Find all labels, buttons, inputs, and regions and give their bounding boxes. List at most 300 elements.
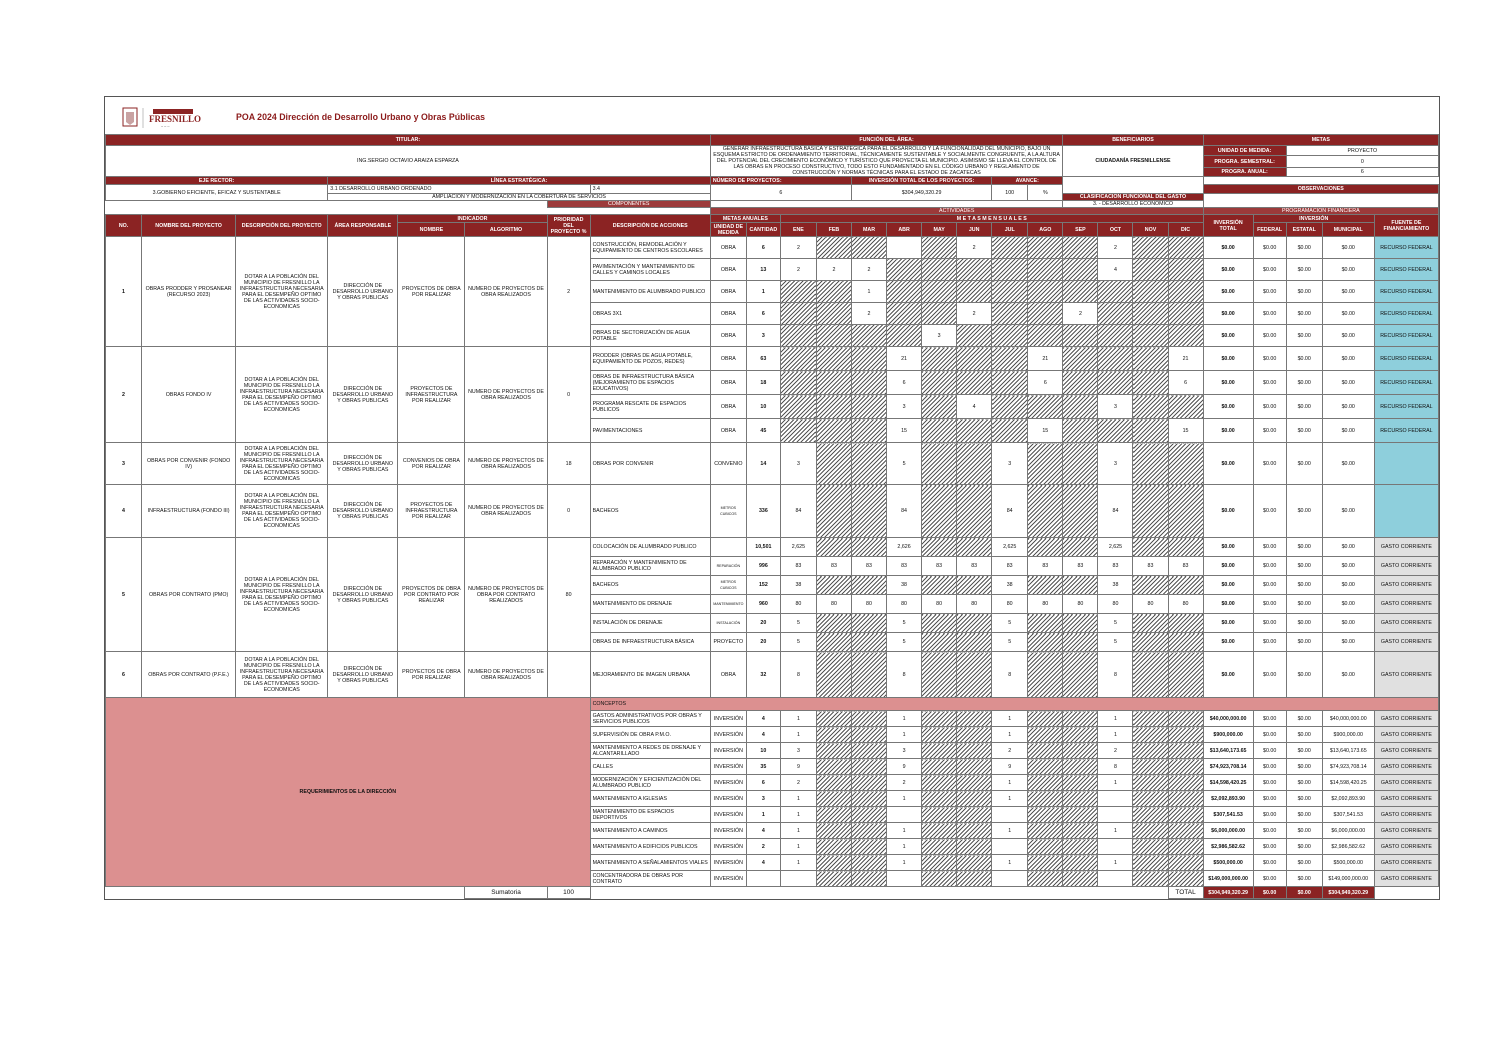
- investment-federal: $0.00: [1253, 576, 1286, 595]
- month-hatch: [851, 325, 886, 347]
- investment-estatal: $0.00: [1286, 652, 1322, 698]
- col-month: OCT: [1098, 223, 1133, 237]
- month-value: 5: [780, 633, 816, 652]
- month-value: 2: [1063, 303, 1098, 325]
- activity-desc: BACHEOS: [590, 485, 710, 538]
- month-hatch: [1133, 325, 1168, 347]
- month-value: [1098, 839, 1133, 855]
- month-hatch: [957, 259, 992, 281]
- project-area: DIRECCIÓN DE DESARROLLO URBANO Y OBRAS PUBLICAS: [328, 538, 398, 652]
- funding-source: GASTO CORRIENTE: [1374, 759, 1438, 775]
- num-proyectos-label: NÚMERO DE PROYECTOS:: [710, 177, 851, 185]
- total-municipal: $304,949,320.29: [1322, 887, 1374, 899]
- month-hatch: [816, 538, 851, 557]
- project-name: OBRAS POR CONTRATO (P.F.E.): [142, 652, 236, 698]
- month-hatch: [1168, 443, 1203, 485]
- concept-quantity: 3: [746, 791, 780, 807]
- col-month: MAY: [922, 223, 957, 237]
- month-hatch: [922, 538, 957, 557]
- month-hatch: [816, 281, 851, 303]
- activity-quantity: 6: [746, 237, 780, 259]
- month-hatch: [1168, 652, 1203, 698]
- month-value: 2: [1098, 237, 1133, 259]
- concept-quantity: 4: [746, 727, 780, 743]
- month-value: 38: [780, 576, 816, 595]
- activity-quantity: 20: [746, 614, 780, 633]
- concept-desc: MANTENIMIENTO DE ESPACIOS DEPORTIVOS: [590, 807, 710, 823]
- indicator-algorithm: NUMERO DE PROYECTOS DE OBRA REALIZADOS: [465, 443, 547, 485]
- funding-source: [1374, 443, 1438, 485]
- month-hatch: [957, 652, 992, 698]
- funding-source: GASTO CORRIENTE: [1374, 727, 1438, 743]
- investment-estatal: $0.00: [1286, 371, 1322, 395]
- project-area: DIRECCIÓN DE DESARROLLO URBANO Y OBRAS PUBLICAS: [328, 237, 398, 347]
- project-desc: DOTAR A LA POBLACIÓN DEL MUNICIPIO DE FRESNILLO LA INFRAESTRUCTURA NECESARIA PARA EL DESEMPEÑO OPTIMO DE LAS ACTIVIDADES SOCIO-ECONOMICAS: [236, 652, 328, 698]
- month-value: 1: [887, 727, 922, 743]
- project-area: DIRECCIÓN DE DESARROLLO URBANO Y OBRAS PUBLICAS: [328, 485, 398, 538]
- month-hatch: [816, 237, 851, 259]
- month-hatch: [1028, 395, 1063, 419]
- col-fuentes: FUENTE DE FINANCIAMIENTO: [1374, 215, 1438, 237]
- month-value: 2: [957, 237, 992, 259]
- month-hatch: [851, 614, 886, 633]
- month-value: 80: [780, 595, 816, 614]
- concept-quantity: [746, 871, 780, 887]
- investment-estatal: $0.00: [1286, 259, 1322, 281]
- month-hatch: [1063, 538, 1098, 557]
- concept-estatal: $0.00: [1286, 823, 1322, 839]
- month-hatch: [851, 371, 886, 395]
- month-value: 5: [1098, 633, 1133, 652]
- inversion-value: $304,949,320.29: [851, 185, 991, 201]
- concept-federal: $0.00: [1253, 839, 1286, 855]
- linea-value: 3.1 DESARROLLO URBANO ORDENADO: [328, 185, 590, 194]
- concept-estatal: $0.00: [1286, 711, 1322, 727]
- col-inversion: INVERSIÓN: [1253, 215, 1374, 223]
- activity-desc: PAVIMENTACIÓN Y MANTENIMIENTO DE CALLES Y CAMINOS LOCALES: [590, 259, 710, 281]
- project-name: OBRAS POR CONVENIR (FONDO IV): [142, 443, 236, 485]
- investment-total: $0.00: [1203, 633, 1253, 652]
- month-hatch: [1168, 485, 1203, 538]
- avance-label: AVANCE:: [992, 177, 1063, 185]
- month-hatch: [1063, 614, 1098, 633]
- project-desc: DOTAR A LA POBLACIÓN DEL MUNICIPIO DE FRESNILLO LA INFRAESTRUCTURA NECESARIA PARA EL DESEMPEÑO OPTIMO DE LAS ACTIVIDADES SOCIO-ECONOMICAS: [236, 443, 328, 485]
- month-value: 6: [1028, 371, 1063, 395]
- month-hatch: [1168, 538, 1203, 557]
- col-month: SEP: [1063, 223, 1098, 237]
- month-hatch: [780, 395, 816, 419]
- month-hatch: [1028, 727, 1063, 743]
- concept-unit: INVERSIÓN: [710, 743, 746, 759]
- investment-estatal: $0.00: [1286, 538, 1322, 557]
- concept-municipal: $40,000,000.00: [1322, 711, 1374, 727]
- month-hatch: [851, 807, 886, 823]
- month-hatch: [851, 538, 886, 557]
- concept-total: $40,000,000.00: [1203, 711, 1253, 727]
- col-month: FEB: [816, 223, 851, 237]
- col-ind-algoritmo: ALGORITMO: [465, 223, 547, 237]
- month-hatch: [1028, 325, 1063, 347]
- month-hatch: [816, 759, 851, 775]
- month-hatch: [992, 419, 1028, 443]
- activity-unit: METROS CUBICOS: [710, 485, 746, 538]
- metas-label: METAS: [1203, 135, 1438, 146]
- month-hatch: [1028, 538, 1063, 557]
- month-value: 80: [816, 595, 851, 614]
- month-hatch: [922, 711, 957, 727]
- activity-quantity: 10: [746, 395, 780, 419]
- month-value: 8: [1098, 759, 1133, 775]
- month-hatch: [851, 775, 886, 791]
- month-hatch: [1063, 871, 1098, 887]
- indicator-algorithm: NUMERO DE PROYECTOS DE OBRA REALIZADOS: [465, 347, 547, 443]
- month-value: 2: [780, 775, 816, 791]
- indicator-name: PROYECTOS DE INFRAESTRUCTURA POR REALIZAR: [398, 485, 465, 538]
- month-hatch: [851, 711, 886, 727]
- month-hatch: [1168, 325, 1203, 347]
- month-hatch: [922, 871, 957, 887]
- investment-total: $0.00: [1203, 576, 1253, 595]
- month-value: 38: [887, 576, 922, 595]
- activity-quantity: 13: [746, 259, 780, 281]
- month-hatch: [1133, 727, 1168, 743]
- month-value: [887, 871, 922, 887]
- month-hatch: [922, 807, 957, 823]
- unidad-label: UNIDAD DE MEDIDA:: [1203, 146, 1286, 156]
- month-value: 2: [780, 237, 816, 259]
- month-value: 4: [1098, 259, 1133, 281]
- funding-source: GASTO CORRIENTE: [1374, 538, 1438, 557]
- project-area: DIRECCIÓN DE DESARROLLO URBANO Y OBRAS PUBLICAS: [328, 347, 398, 443]
- investment-total: $0.00: [1203, 538, 1253, 557]
- concept-quantity: 4: [746, 855, 780, 871]
- project-no: 2: [106, 347, 142, 443]
- month-value: 5: [780, 614, 816, 633]
- funding-source: GASTO CORRIENTE: [1374, 652, 1438, 698]
- month-hatch: [1063, 743, 1098, 759]
- month-hatch: [1028, 871, 1063, 887]
- month-value: [887, 237, 922, 259]
- month-hatch: [1168, 259, 1203, 281]
- titular-label: TITULAR:: [106, 135, 711, 146]
- linea-num: 3.4: [590, 185, 710, 194]
- funding-source: GASTO CORRIENTE: [1374, 839, 1438, 855]
- month-hatch: [1133, 576, 1168, 595]
- project-desc: DOTAR A LA POBLACIÓN DEL MUNICIPIO DE FRESNILLO LA INFRAESTRUCTURA NECESARIA PARA EL DESEMPEÑO OPTIMO DE LAS ACTIVIDADES SOCIO-ECONOMICAS: [236, 347, 328, 443]
- month-hatch: [992, 237, 1028, 259]
- month-hatch: [816, 347, 851, 371]
- blank: [106, 201, 548, 208]
- month-value: 8: [887, 652, 922, 698]
- concept-quantity: 1: [746, 807, 780, 823]
- funcion-value: GENERAR INFRAESTRUCTURA BÁSICA Y ESTRATÉGICA PARA EL DESARROLLO Y LA FUNCIONALIDAD DEL MUNICIPIO, BAJO UN ESQUEMA ESTRICTO DE ORDENAMIENTO TERRITORIAL, TÉCNICAMENTE SUSTENTABLE Y SOCIALMENTE CONGRUENTE, A LA ALTURA DEL POTENCIAL DEL CRECIMIENTO ECONÓMICO Y TURÍSTICO QUE PROYECTA EL MUNICIPIO. ASIMISMO SE LLEVA EL CONTROL DE LAS OBRAS EN PROCESO CONSTRUCTIVO, TODO ESTO FUNDAMENTADO EN EL CÓDIGO URBANO Y REGLAMENTO DE CONSTRUCCIÓN Y NORMAS TÉCNICAS PARA EL ESTADO DE ZACATECAS: [710, 146, 1063, 177]
- month-hatch: [851, 839, 886, 855]
- investment-federal: $0.00: [1253, 443, 1286, 485]
- unidad-value: PROYECTO: [1286, 146, 1438, 156]
- month-hatch: [1063, 237, 1098, 259]
- activity-unit: OBRA: [710, 652, 746, 698]
- month-hatch: [1028, 791, 1063, 807]
- investment-estatal: $0.00: [1286, 419, 1322, 443]
- svg-text:FRESNILLO: FRESNILLO: [149, 114, 202, 124]
- concept-total: $2,092,893.90: [1203, 791, 1253, 807]
- project-name: INFRAESTRUCTURA (FONDO III): [142, 485, 236, 538]
- month-value: 80: [1063, 595, 1098, 614]
- project-priority: 80: [547, 538, 590, 652]
- investment-federal: $0.00: [1253, 347, 1286, 371]
- total-value: $304,949,320.29: [1203, 887, 1253, 899]
- month-hatch: [1168, 855, 1203, 871]
- concept-total: $900,000.00: [1203, 727, 1253, 743]
- month-hatch: [1028, 303, 1063, 325]
- month-hatch: [1063, 576, 1098, 595]
- investment-federal: $0.00: [1253, 395, 1286, 419]
- clasif-label: CLASIFICACIÓN FUNCIONAL DEL GASTO: [1063, 194, 1203, 201]
- month-value: 3: [780, 743, 816, 759]
- concept-desc: MANTENIMIENTO A SEÑALAMIENTOS VIALES: [590, 855, 710, 871]
- componentes-label: COMPONENTES: [547, 201, 710, 208]
- month-value: 1: [780, 791, 816, 807]
- investment-municipal: $0.00: [1322, 633, 1374, 652]
- investment-federal: $0.00: [1253, 303, 1286, 325]
- month-hatch: [922, 347, 957, 371]
- month-hatch: [957, 807, 992, 823]
- investment-municipal: $0.00: [1322, 237, 1374, 259]
- month-hatch: [1168, 839, 1203, 855]
- funding-source: GASTO CORRIENTE: [1374, 711, 1438, 727]
- month-value: 1: [851, 281, 886, 303]
- month-hatch: [816, 485, 851, 538]
- month-hatch: [816, 807, 851, 823]
- month-value: 2,625: [1098, 538, 1133, 557]
- month-hatch: [1063, 839, 1098, 855]
- col-cantidad: CANTIDAD: [746, 223, 780, 237]
- month-hatch: [1133, 485, 1168, 538]
- month-hatch: [1063, 419, 1098, 443]
- col-month: JUN: [957, 223, 992, 237]
- requerimientos-label: REQUERIMIENTOS DE LA DIRECCIÓN: [106, 698, 591, 887]
- month-hatch: [957, 576, 992, 595]
- month-value: [887, 807, 922, 823]
- month-hatch: [816, 839, 851, 855]
- investment-federal: $0.00: [1253, 595, 1286, 614]
- col-descripcion: DESCRIPCIÓN DEL PROYECTO: [236, 215, 328, 237]
- month-value: 5: [887, 633, 922, 652]
- concept-federal: $0.00: [1253, 759, 1286, 775]
- month-hatch: [780, 419, 816, 443]
- investment-federal: $0.00: [1253, 259, 1286, 281]
- month-hatch: [1133, 347, 1168, 371]
- month-hatch: [851, 237, 886, 259]
- month-hatch: [1168, 823, 1203, 839]
- month-hatch: [1168, 395, 1203, 419]
- month-hatch: [1133, 775, 1168, 791]
- month-hatch: [1133, 823, 1168, 839]
- month-value: 1: [992, 775, 1028, 791]
- project-no: 4: [106, 485, 142, 538]
- indicator-name: PROYECTOS DE OBRA POR CONTRATO POR REALIZAR: [398, 538, 465, 652]
- investment-federal: $0.00: [1253, 557, 1286, 576]
- concept-desc: MANTENIMIENTO A EDIFICIOS PUBLICOS: [590, 839, 710, 855]
- month-hatch: [1028, 807, 1063, 823]
- month-hatch: [957, 281, 992, 303]
- month-hatch: [1168, 614, 1203, 633]
- sumatoria-label: Sumatoria: [465, 887, 547, 899]
- concept-municipal: $307,541.53: [1322, 807, 1374, 823]
- month-value: 1: [887, 823, 922, 839]
- month-value: 5: [887, 614, 922, 633]
- month-value: 8: [992, 652, 1028, 698]
- investment-total: $0.00: [1203, 614, 1253, 633]
- project-area: DIRECCIÓN DE DESARROLLO URBANO Y OBRAS PUBLICAS: [328, 443, 398, 485]
- activity-unit: OBRA: [710, 281, 746, 303]
- anual-label: PROGRA. ANUAL:: [1203, 168, 1286, 177]
- col-prioridad: PRIORIDAD DEL PROYECTO %: [547, 215, 590, 237]
- investment-municipal: $0.00: [1322, 443, 1374, 485]
- month-value: 6: [1168, 371, 1203, 395]
- funding-source: RECURSO FEDERAL: [1374, 325, 1438, 347]
- month-hatch: [1133, 871, 1168, 887]
- month-value: 9: [780, 759, 816, 775]
- investment-estatal: $0.00: [1286, 303, 1322, 325]
- concept-estatal: $0.00: [1286, 807, 1322, 823]
- investment-estatal: $0.00: [1286, 614, 1322, 633]
- month-hatch: [816, 633, 851, 652]
- activity-unit: [710, 538, 746, 557]
- concept-municipal: $74,923,708.14: [1322, 759, 1374, 775]
- blank: [590, 887, 1168, 899]
- linea-label: LÍNEA ESTRATÉGICA:: [328, 177, 711, 185]
- investment-total: $0.00: [1203, 395, 1253, 419]
- concept-total: $2,986,582.62: [1203, 839, 1253, 855]
- month-hatch: [957, 839, 992, 855]
- month-hatch: [816, 395, 851, 419]
- month-hatch: [1063, 807, 1098, 823]
- month-hatch: [1133, 759, 1168, 775]
- col-month: ABR: [887, 223, 922, 237]
- investment-total: $0.00: [1203, 325, 1253, 347]
- activity-unit: OBRA: [710, 419, 746, 443]
- investment-federal: $0.00: [1253, 614, 1286, 633]
- month-hatch: [1168, 303, 1203, 325]
- activity-quantity: 3: [746, 325, 780, 347]
- investment-federal: $0.00: [1253, 419, 1286, 443]
- investment-total: $0.00: [1203, 259, 1253, 281]
- concept-total: $307,541.53: [1203, 807, 1253, 823]
- obs-value: [1203, 194, 1438, 208]
- month-hatch: [922, 743, 957, 759]
- metas-spacer: [1203, 177, 1438, 185]
- month-value: 84: [992, 485, 1028, 538]
- blank: [106, 208, 711, 215]
- month-hatch: [1133, 839, 1168, 855]
- month-hatch: [1028, 823, 1063, 839]
- concept-quantity: 4: [746, 823, 780, 839]
- month-hatch: [780, 281, 816, 303]
- month-hatch: [1133, 614, 1168, 633]
- concept-municipal: $2,092,893.90: [1322, 791, 1374, 807]
- col-indicador: INDICADOR: [398, 215, 547, 223]
- inversion-label: INVERSIÓN TOTAL DE LOS PROYECTOS:: [851, 177, 991, 185]
- month-hatch: [1028, 839, 1063, 855]
- indicator-algorithm: NUMERO DE PROYECTOS DE OBRA REALIZADOS: [465, 485, 547, 538]
- investment-total: $0.00: [1203, 347, 1253, 371]
- ejerector-value: 3.GOBIERNO EFICIENTE, EFICAZ Y SUSTENTABLE: [106, 185, 328, 201]
- table-row: [106, 237, 1439, 259]
- month-hatch: [851, 443, 886, 485]
- month-hatch: [851, 633, 886, 652]
- indicator-algorithm: NUMERO DE PROYECTOS DE OBRA REALIZADOS: [465, 652, 547, 698]
- month-value: 5: [1098, 614, 1133, 633]
- month-hatch: [922, 443, 957, 485]
- month-value: 3: [1098, 395, 1133, 419]
- month-hatch: [1063, 791, 1098, 807]
- investment-federal: $0.00: [1253, 371, 1286, 395]
- month-hatch: [1028, 237, 1063, 259]
- avance-unit: %: [1028, 185, 1063, 201]
- concept-total: $13,640,173.65: [1203, 743, 1253, 759]
- project-desc: DOTAR A LA POBLACIÓN DEL MUNICIPIO DE FRESNILLO LA INFRAESTRUCTURA NECESARIA PARA EL DESEMPEÑO OPTIMO DE LAS ACTIVIDADES SOCIO-ECONOMICAS: [236, 538, 328, 652]
- project-no: 5: [106, 538, 142, 652]
- month-hatch: [957, 823, 992, 839]
- month-hatch: [816, 743, 851, 759]
- month-hatch: [1063, 371, 1098, 395]
- month-value: 2,625: [992, 538, 1028, 557]
- month-value: 1: [1098, 823, 1133, 839]
- project-no: 1: [106, 237, 142, 347]
- funding-source: GASTO CORRIENTE: [1374, 614, 1438, 633]
- month-value: 3: [992, 443, 1028, 485]
- investment-municipal: $0.00: [1322, 485, 1374, 538]
- month-value: 21: [887, 347, 922, 371]
- activity-quantity: 6: [746, 303, 780, 325]
- month-value: 84: [780, 485, 816, 538]
- concept-unit: INVERSIÓN: [710, 839, 746, 855]
- month-hatch: [816, 791, 851, 807]
- activity-unit: METROS CUBICOS: [710, 576, 746, 595]
- month-hatch: [1063, 823, 1098, 839]
- table-row: [106, 443, 1439, 485]
- activity-quantity: 14: [746, 443, 780, 485]
- month-hatch: [992, 371, 1028, 395]
- month-hatch: [851, 871, 886, 887]
- month-hatch: [851, 576, 886, 595]
- month-value: 15: [1028, 419, 1063, 443]
- month-value: 1: [780, 807, 816, 823]
- month-value: 83: [992, 557, 1028, 576]
- col-month: JUL: [992, 223, 1028, 237]
- month-hatch: [957, 419, 992, 443]
- activity-desc: PROGRAMA RESCATE DE ESPACIOS PUBLICOS: [590, 395, 710, 419]
- month-hatch: [816, 614, 851, 633]
- month-hatch: [957, 711, 992, 727]
- activity-quantity: 10,501: [746, 538, 780, 557]
- month-hatch: [992, 395, 1028, 419]
- concept-municipal: $900,000.00: [1322, 727, 1374, 743]
- month-hatch: [816, 371, 851, 395]
- concept-municipal: $500,000.00: [1322, 855, 1374, 871]
- month-hatch: [1168, 237, 1203, 259]
- investment-estatal: $0.00: [1286, 237, 1322, 259]
- col-nombre: NOMBRE DEL PROYECTO: [142, 215, 236, 237]
- month-value: 38: [992, 576, 1028, 595]
- funding-source: [1374, 485, 1438, 538]
- month-hatch: [887, 259, 922, 281]
- funding-source: GASTO CORRIENTE: [1374, 576, 1438, 595]
- month-value: 83: [1098, 557, 1133, 576]
- ejerector-label: EJE RECTOR:: [106, 177, 328, 185]
- month-value: 1: [780, 727, 816, 743]
